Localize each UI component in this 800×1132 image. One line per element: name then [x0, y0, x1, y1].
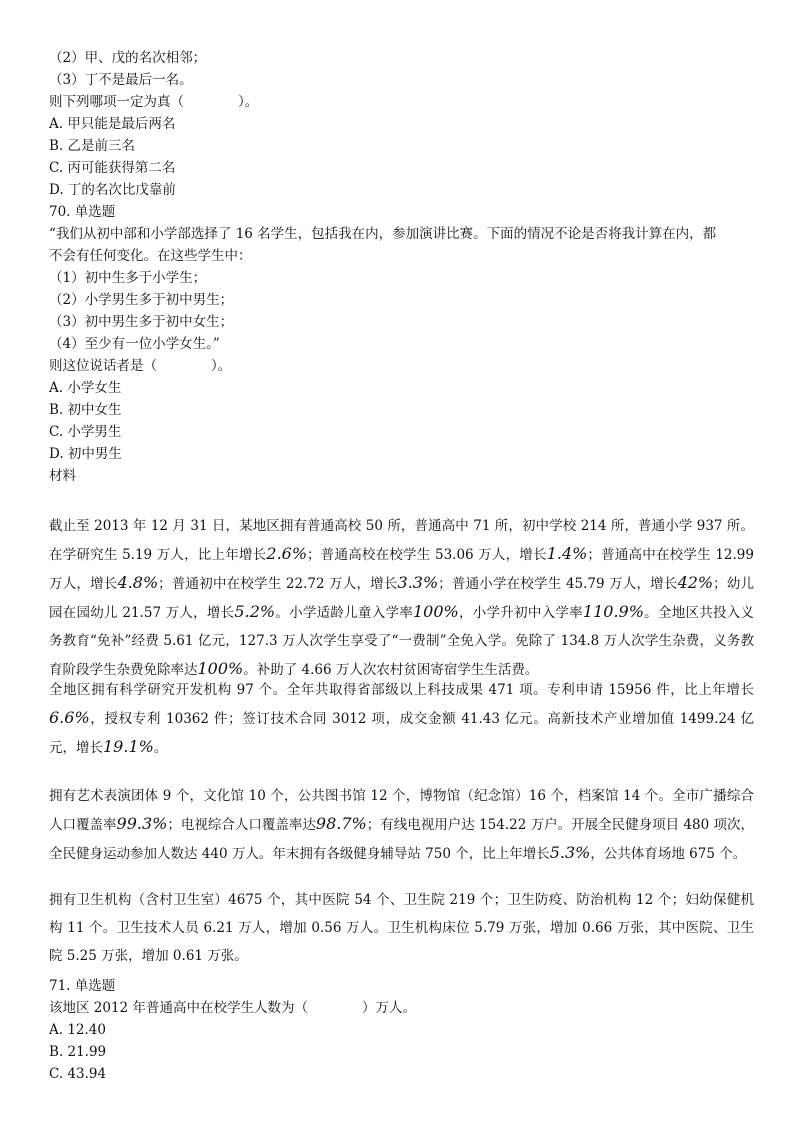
pct-value: 98.7%: [315, 814, 367, 833]
q70-stem-line-1: “我们从初中部和小学部选择了 16 名学生，包括我在内，参加演讲比赛。下面的情况不论是否将我计算在内，都: [49, 226, 717, 242]
q69-condition-3: （3）丁不是最后一名。: [49, 72, 193, 88]
q71-option-b: B. 21.99: [49, 1044, 107, 1060]
q69-option-d: D. 丁的名次比戊靠前: [49, 182, 176, 198]
pct-value: 42%: [677, 573, 714, 592]
q69-option-b: B. 乙是前三名: [49, 138, 136, 154]
q71-option-a: A. 12.40: [49, 1022, 106, 1038]
pct-value: 1.4%: [546, 544, 588, 563]
pct-value: 4.8%: [117, 573, 159, 592]
q69-question: 则下列哪项一定为真（ ）。: [49, 94, 259, 110]
pct-value: 99.3%: [116, 814, 168, 833]
q71-header: 71. 单选题: [49, 978, 116, 994]
material-paragraph-science: 全地区拥有科学研究开发机构 97 个。全年共取得省部级以上科技成果 471 项。专利申请 15956 件，比上年增长6.6%，授权专利 10362 件；签订技术合同 3012 项，成交金额 41.43 亿元。高新技术产业增加值 1499.24 亿元，增长19.1%。: [49, 682, 754, 756]
q69-option-a: A. 甲只能是最后两名: [49, 116, 176, 132]
q71-question: 该地区 2012 年普通高中在校学生人数为（ ）万人。: [49, 1000, 416, 1016]
q70-option-b: B. 初中女生: [49, 402, 122, 418]
q70-condition-2: （2）小学男生多于初中男生；: [49, 292, 234, 308]
q70-condition-1: （1）初中生多于小学生；: [49, 270, 207, 286]
material-label: 材料: [49, 468, 76, 484]
pct-value: 19.1%: [103, 737, 154, 756]
pct-value: 5.3%: [549, 843, 591, 862]
pct-value: 100%: [413, 602, 459, 621]
q70-question: 则这位说话者是（ ）。: [49, 358, 232, 374]
pct-value: 2.6%: [266, 544, 308, 563]
q69-option-c: C. 丙可能获得第二名: [49, 160, 176, 176]
pct-value: 5.2%: [234, 602, 276, 621]
pct-value: 6.6%: [49, 708, 90, 727]
q70-condition-3: （3）初中男生多于初中女生；: [49, 314, 234, 330]
pct-value: 100%: [197, 659, 244, 678]
q70-condition-4: （4）至少有一位小学女生。”: [49, 336, 220, 352]
material-paragraph-education: 截止至 2013 年 12 月 31 日，某地区拥有普通高校 50 所，普通高中 71 所，初中学校 214 所，普通小学 937 所。在学研究生 5.19 万人，比上年增长2.6%；普通高校在校学生 53.06 万人，增长1.4%；普通高中在校学生 12.99 万人，增长4.8%；普通初中在校学生 22.72 万人，增长3.3%；普通小学在校学生 45.79 万人，增长42%；幼儿园在园幼儿 21.57 万人，增长5.2%。小学适龄儿童入学率100%，小学升初中入学率110.9%。全地区共投入义务教育“免补”经费 5.61 亿元，127.3 万人次学生享受了“一费制”全免入学。免除了 134.8 万人次学生杂费，义务教育阶段学生杂费免除率达100%。补助了 4.66 万人次农村贫困寄宿学生生活费。: [49, 518, 755, 678]
q70-header: 70. 单选题: [49, 204, 116, 220]
q70-stem-line-2: 不会有任何变化。在这些学生中：: [49, 248, 252, 264]
pct-value: 110.9%: [582, 602, 644, 621]
q70-option-c: C. 小学男生: [49, 424, 122, 440]
q71-option-c: C. 43.94: [49, 1066, 107, 1082]
material-paragraph-culture: 拥有艺术表演团体 9 个，文化馆 10 个，公共图书馆 12 个，博物馆（纪念馆）16 个，档案馆 14 个。全市广播综合人口覆盖率99.3%；电视综合人口覆盖率达98.7%；有线电视用户达 154.22 万户。开展全民健身项目 480 项次，全民健身运动参加人数达 440 万人。年末拥有各级健身辅导站 750 个，比上年增长5.3%，公共体育场地 675 个。: [49, 788, 755, 862]
q69-condition-2: （2）甲、戊的名次相邻；: [49, 50, 207, 66]
material-paragraph-health: 拥有卫生机构（含村卫生室）4675 个，其中医院 54 个、卫生院 219 个；卫生防疫、防治机构 12 个；妇幼保健机构 11 个。卫生技术人员 6.21 万人，增加 0.56 万人。卫生机构床位 5.79 万张，增加 0.66 万张，其中医院、卫生院 5.25 万张，增加 0.61 万张。: [49, 892, 754, 964]
q70-option-a: A. 小学女生: [49, 380, 122, 396]
pct-value: 3.3%: [397, 573, 439, 592]
q70-option-d: D. 初中男生: [49, 446, 122, 462]
